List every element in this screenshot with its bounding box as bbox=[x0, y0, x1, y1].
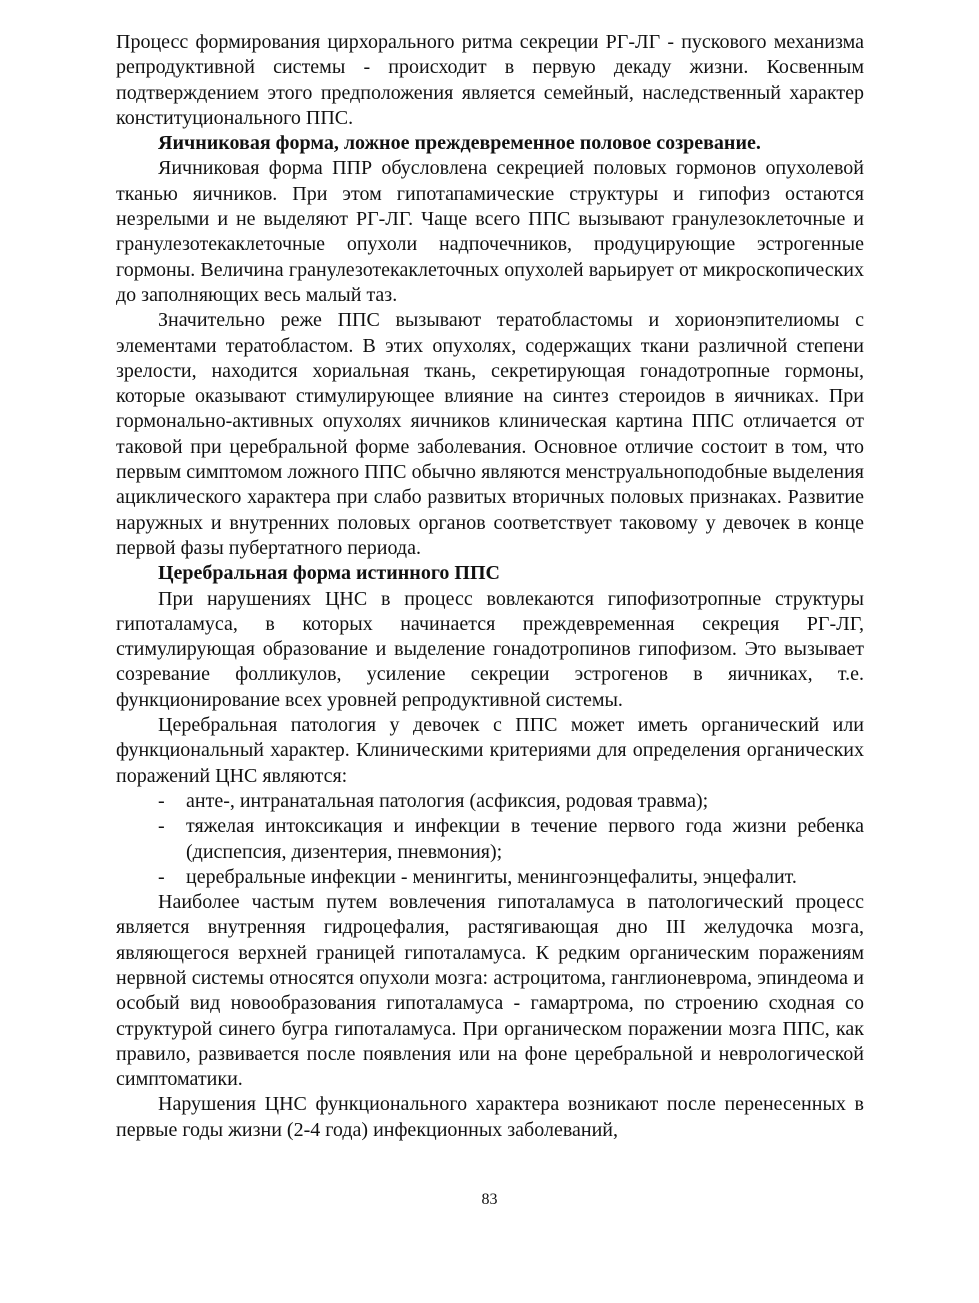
intro-paragraph: Процесс формирования цирхорального ритма секреции РГ-ЛГ - пускового механизма репродуктивной системы - происходит в первую декаду жизни. Косвенным подтверждением этого предположения является семейный, наследственный характер конституционального ППС. bbox=[116, 31, 864, 129]
list-item bbox=[116, 789, 864, 814]
ovarian-paragraph-2: Значительно реже ППС вызывают тератобластомы и хорионэпителиомы с элементами тератобластом. В этих опухолях, содержащих ткани различной степени зрелости, находится хориальная ткань, секретирующая гонадотропные гормоны, которые оказывают стимулирующее влияние на синтез стероидов в яичниках. При гормонально-активных опухолях яичников клиническая картина ППС отличается от таковой при церебральной форме заболевания. Основное отличие состоит в том, что первым симптомом ложного ППС обычно являются менструальноподобные выделения ациклического характера при слабо развитых вторичных половых признаках. Развитие наружных и внутренних половых органов соответствует таковому у девочек в конце первой фазы пубертатного периода. bbox=[116, 309, 864, 559]
section-heading-cerebral: Церебральная форма истинного ППС bbox=[158, 562, 500, 585]
list-item-text: церебральные инфекции - менингиты, менингоэнцефалиты, энцефалит. bbox=[186, 865, 797, 888]
document-page bbox=[116, 30, 864, 1143]
ovarian-paragraph-1: Яичниковая форма ППР обусловлена секрецией половых гормонов опухолевой тканью яичников. При этом гипотапамические структуры и гипофиз остаются незрелыми и не выделяют РГ-ЛГ. Чаще всего ППС вызывают гранулезоклеточные и гранулезотекаклеточные опухоли надпочечников, продуцирующие эстрогенные гормоны. Величина гранулезотекаклеточных опухолей варьирует от микроскопических до заполняющих весь малый таз. bbox=[116, 157, 864, 306]
cerebral-paragraph-4: Нарушения ЦНС функционального характера возникают после перенесенных в первые годы жизни (2-4 года) инфекционных заболеваний, bbox=[116, 1093, 864, 1141]
list-dash: - bbox=[158, 815, 165, 838]
list-item-text: тяжелая интоксикация и инфекции в течение первого года жизни ребенка (диспепсия, дизентерия, пневмония); bbox=[186, 815, 864, 863]
list-item bbox=[116, 814, 864, 865]
list-dash: - bbox=[158, 865, 165, 888]
cerebral-paragraph-2: Церебральная патология у девочек с ППС может иметь органический или функциональный характер. Клиническими критериями для определения органических поражений ЦНС являются: bbox=[116, 714, 864, 787]
section-heading-ovarian: Яичниковая форма, ложное преждевременное половое созревание. bbox=[158, 132, 761, 155]
list-dash: - bbox=[158, 789, 165, 812]
cerebral-paragraph-1: При нарушениях ЦНС в процесс вовлекаются гипофизотропные структуры гипоталамуса, в которых начинается преждевременная секреция РГ-ЛГ, стимулирующая образование и выделение гонадотропинов гипофизом. Это вызывает созревание фолликулов, усиление секреции эстрогенов в яичниках, т.е. функционирование всех уровней репродуктивной системы. bbox=[116, 587, 864, 711]
cerebral-paragraph-3: Наиболее частым путем вовлечения гипоталамуса в патологический процесс является внутренняя гидроцефалия, растягивающая дно III желудочка мозга, являющегося верхней границей гипоталамуса. К редким органическим поражениям нервной системы относятся опухоли мозга: астроцитома, ганглионеврома, эпиндеома и особый вид новообразования гипоталамуса - гамартрома, по строению сходная со структурой синего бугра гипоталамуса. При органическом поражении мозга ППС, как правило, развивается после появления или на фоне церебральной и неврологической симптоматики. bbox=[116, 891, 864, 1091]
list-item-text: анте-, интранатальная патология (асфиксия, родовая травма); bbox=[186, 789, 709, 812]
page-number: 83 bbox=[481, 1191, 498, 1208]
list-item bbox=[116, 865, 864, 890]
criteria-list bbox=[116, 789, 864, 890]
